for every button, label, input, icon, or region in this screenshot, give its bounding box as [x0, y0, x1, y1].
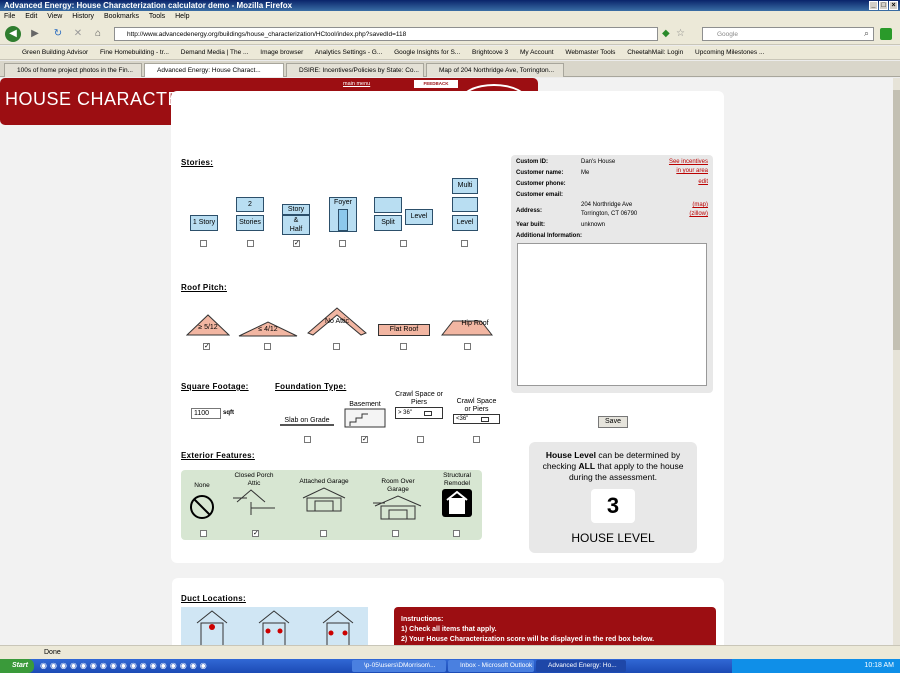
stories-checkbox-2[interactable] [247, 240, 254, 247]
attached-garage-label: Attached Garage [299, 478, 349, 485]
duct-heading: Duct Locations: [181, 594, 246, 603]
instructions-line-1: 1) Check all items that apply. [401, 626, 497, 633]
address-line1: 204 Northridge Ave [581, 202, 633, 208]
bookmark-item[interactable]: Google Insights for S... [394, 49, 461, 56]
taskbar-item-outlook[interactable]: Inbox - Microsoft Outlook [448, 660, 534, 672]
bookmark-item[interactable]: Upcoming Milestones ... [695, 49, 765, 56]
bookmark-item[interactable]: Fine Homebuilding - tr... [99, 49, 169, 56]
story-half-amp: & [293, 217, 299, 224]
share-icon[interactable]: ◆ [662, 28, 670, 39]
crawl-space-shallow-icon[interactable] [453, 398, 500, 424]
scrollbar-thumb[interactable] [893, 90, 900, 350]
crawl-space-deep-icon[interactable] [395, 391, 443, 419]
save-button[interactable]: Save [598, 416, 628, 428]
basement-label: Basement [349, 401, 381, 408]
structural-remodel-option[interactable] [436, 472, 478, 521]
closed-porch-attic-option[interactable] [230, 472, 278, 519]
stories-checkbox-5[interactable] [400, 240, 407, 247]
stories-checkbox-4[interactable] [339, 240, 346, 247]
foundation-checkbox-3[interactable] [417, 436, 424, 443]
navigation-toolbar [0, 23, 900, 45]
incentives-link-line1[interactable]: See incentives [668, 159, 708, 165]
taskbar-item-firefox[interactable]: Advanced Energy: Ho... [536, 660, 626, 672]
main-menu-link[interactable]: main menu [343, 81, 371, 87]
logout-link[interactable]: logout [343, 97, 358, 103]
split-top-icon[interactable] [374, 197, 402, 213]
bookmark-item[interactable]: Green Building Advisor [22, 49, 89, 56]
roof-steep-label: ≥ 5/12 [198, 324, 218, 331]
custom-id-value: Dan's House [581, 159, 616, 165]
minimize-icon[interactable]: _ [869, 1, 878, 10]
additional-info-textarea[interactable] [517, 243, 707, 386]
back-icon[interactable]: ◀ [5, 26, 21, 42]
stories-checkbox-1[interactable] [200, 240, 207, 247]
tab-map[interactable]: Map of 204 Northridge Ave, Torrington... [426, 63, 564, 77]
story-half-bottom-icon[interactable] [282, 215, 310, 235]
roof-steep-icon[interactable] [186, 314, 230, 336]
stories-checkbox-3[interactable]: ✓ [294, 240, 300, 247]
tab-advanced-energy[interactable]: Advanced Energy: House Charact... [144, 63, 284, 77]
crawl-deep-label: Crawl Space or Piers [395, 391, 443, 406]
house-level-text-1: can be determined by checking [542, 450, 681, 471]
map-link[interactable]: (map) [692, 202, 708, 208]
roof-no-attic-label: No Attic [324, 318, 350, 325]
status-bar [0, 645, 900, 659]
roof-checkbox-4[interactable] [400, 343, 407, 350]
story-half-top-icon[interactable]: Story [282, 204, 310, 215]
slab-label: Slab on Grade [284, 417, 330, 424]
instructions-line-2: 2) Your House Characterization score will be displayed in the red box below. [401, 636, 655, 643]
address-bar[interactable]: http://www.advancedenergy.org/buildings/house_characterization/HCtool/index.php?savedId=118 [114, 27, 658, 41]
window-title: Advanced Energy: House Characterization calculator demo - Mozilla Firefox [4, 1, 293, 10]
year-built-value: unknown [581, 222, 606, 228]
slab-on-grade-icon[interactable] [280, 417, 334, 426]
customer-name-label: Customer name: [516, 170, 564, 176]
stories-2-top-icon[interactable]: 2 [236, 197, 264, 212]
windows-taskbar [0, 659, 900, 673]
menu-help[interactable]: Help [175, 13, 190, 20]
menu-bar [0, 11, 900, 23]
tab-dsire[interactable]: DSIRE: Incentives/Policies by State: Co... [286, 63, 424, 77]
duct-house-icon[interactable] [321, 609, 355, 645]
none-option[interactable] [186, 482, 218, 522]
foyer-label: Foyer [334, 199, 352, 206]
stories-heading: Stories: [181, 158, 214, 167]
house-level-panel [529, 442, 697, 553]
multi-middle-icon[interactable] [452, 197, 478, 212]
stop-icon[interactable]: ✕ [73, 28, 83, 39]
story-1-icon[interactable]: 1 Story [190, 215, 218, 231]
house-level-text-2: that apply to the house during the assessment. [569, 461, 684, 482]
forward-icon[interactable]: ▶ [31, 28, 39, 39]
search-input[interactable]: Google [702, 27, 874, 41]
version-text: version 1.3 β - NOT FOR DISTRIBUTION [343, 113, 445, 119]
logo-line1: Advanced [467, 91, 521, 103]
roof-low-icon[interactable] [238, 321, 298, 337]
room-over-garage-label: Room Over Garage [381, 478, 415, 493]
clock: 10:18 AM [864, 662, 894, 669]
menu-history[interactable]: History [72, 13, 95, 20]
exterior-checkbox-3[interactable] [320, 530, 327, 537]
bookmark-star-icon[interactable]: ☆ [676, 28, 685, 39]
roof-checkbox-2[interactable] [264, 343, 271, 350]
menu-file[interactable]: File [4, 13, 16, 20]
address-label: Address: [516, 208, 543, 214]
stories-checkbox-6[interactable] [461, 240, 468, 247]
bookmark-item[interactable]: Analytics Settings - G... [314, 49, 383, 56]
roof-no-attic-icon[interactable] [307, 307, 367, 337]
menu-edit[interactable]: Edit [25, 13, 38, 20]
roof-checkbox-3[interactable] [333, 343, 340, 350]
crawl-deep-sub: > 36" [398, 410, 412, 416]
address-line2: Torrington, CT 06790 [581, 211, 638, 217]
menu-view[interactable]: View [47, 13, 63, 20]
addon-icon[interactable] [880, 28, 892, 40]
customer-phone-label: Customer phone: [516, 181, 566, 187]
customer-name-value: Me [581, 170, 590, 176]
vertical-scrollbar[interactable] [893, 78, 900, 645]
structural-remodel-label: Structural Remodel [443, 472, 471, 487]
duct-house-icon[interactable] [195, 609, 229, 645]
bookmark-item[interactable]: CheetahMail: Login [627, 49, 684, 56]
window-title-bar [0, 0, 900, 11]
split-level-icon[interactable]: Level [405, 209, 433, 225]
maximize-icon[interactable]: □ [879, 1, 888, 10]
roof-flat-icon[interactable] [378, 324, 430, 336]
quick-launch-icons[interactable]: ◉◉◉◉◉◉◉◉◉◉◉◉◉◉◉◉◉ [40, 661, 210, 670]
sqft-unit: sqft [223, 410, 234, 416]
story-half-label: Half [289, 226, 303, 233]
house-level-value: 3 [591, 489, 635, 523]
roof-heading: Roof Pitch: [181, 283, 227, 292]
bookmark-item[interactable]: My Account [519, 49, 554, 56]
basement-icon[interactable] [344, 401, 386, 430]
reload-icon[interactable]: ↻ [53, 28, 63, 39]
exterior-checkbox-4[interactable] [392, 530, 399, 537]
foyer-icon[interactable] [329, 197, 357, 232]
bookmark-item[interactable]: Webmaster Tools [565, 49, 616, 56]
instructions-panel [394, 607, 716, 645]
custom-id-label: Custom ID: [516, 159, 548, 165]
house-level-bold: House Level [545, 450, 596, 460]
instructions-title: Instructions: [401, 616, 444, 623]
advanced-energy-logo [460, 84, 528, 118]
exterior-checkbox-5[interactable] [453, 530, 460, 537]
roof-checkbox-5[interactable] [464, 343, 471, 350]
roof-hip-label: Hip Roof [461, 320, 489, 327]
house-level-description [541, 450, 685, 483]
status-text: Done [44, 649, 61, 656]
house-level-label: HOUSE LEVEL [571, 531, 655, 545]
page-title: HOUSE CHARACTERIZATION FORM [5, 89, 328, 109]
edit-link[interactable]: edit [698, 179, 708, 185]
house-level-all: ALL [578, 461, 596, 471]
menu-bookmarks[interactable]: Bookmarks [103, 13, 139, 20]
multi-top-icon[interactable]: Multi [452, 178, 478, 194]
roof-low-label: ≤ 4/12 [258, 326, 278, 333]
bookmark-item[interactable]: Demand Media | The ... [180, 49, 249, 56]
square-footage-input[interactable]: 1100 [191, 408, 221, 419]
taskbar-item-explorer[interactable]: \p-05\users\DMorrison\... [352, 660, 446, 672]
exterior-checkbox-2[interactable]: ✓ [253, 530, 259, 537]
square-footage-heading: Square Footage: [181, 382, 249, 391]
crawl-shallow-label: Crawl Space or Piers [456, 398, 497, 413]
logo-line2: ENERGY [477, 104, 511, 113]
bookmark-item[interactable]: Brightcove 3 [472, 49, 509, 56]
year-built-label: Year built: [516, 222, 546, 228]
customer-email-label: Customer email: [516, 192, 564, 198]
bookmarks-toolbar [0, 46, 900, 60]
zillow-link[interactable]: (zillow) [689, 211, 708, 217]
search-icon[interactable]: ⌕ [864, 28, 870, 38]
foundation-heading: Foundation Type: [275, 382, 347, 391]
close-icon[interactable]: × [889, 1, 898, 10]
none-label: None [194, 482, 210, 489]
split-bottom-icon[interactable]: Split [374, 215, 402, 231]
page-content [0, 78, 893, 645]
system-tray [732, 659, 900, 673]
foundation-checkbox-2[interactable]: ✓ [362, 436, 368, 443]
feedback-button[interactable]: FEEDBACK [414, 80, 458, 88]
crawl-shallow-sub: <36" [456, 416, 469, 422]
room-over-garage-option[interactable] [370, 478, 426, 523]
roof-flat-label: Flat Roof [389, 326, 419, 333]
tab-home-photos[interactable]: 100s of home project photos in the Fin... [4, 63, 142, 77]
incentives-link-line2[interactable]: in your area [676, 168, 708, 174]
additional-info-label: Additional Information: [516, 233, 582, 239]
multi-bottom-icon[interactable]: Level [452, 215, 478, 231]
bookmark-item[interactable]: Image browser [260, 49, 304, 56]
menu-tools[interactable]: Tools [148, 13, 166, 20]
attached-garage-option[interactable] [298, 478, 350, 515]
exterior-heading: Exterior Features: [181, 451, 255, 460]
exterior-checkbox-1[interactable] [200, 530, 207, 537]
roof-hip-icon[interactable] [441, 320, 493, 336]
foundation-checkbox-1[interactable] [304, 436, 311, 443]
duct-house-icon[interactable] [257, 609, 291, 645]
start-button[interactable]: Start [0, 659, 34, 673]
duct-locations-panel [181, 607, 368, 645]
closed-porch-label: Closed Porch Attic [234, 472, 274, 487]
home-icon[interactable]: ⌂ [94, 28, 102, 39]
roof-checkbox-1[interactable]: ✓ [204, 343, 210, 350]
customer-info-panel [511, 155, 713, 393]
stories-2-bottom-icon[interactable]: Stories [236, 215, 264, 231]
foundation-checkbox-4[interactable] [473, 436, 480, 443]
tab-strip [0, 61, 900, 77]
